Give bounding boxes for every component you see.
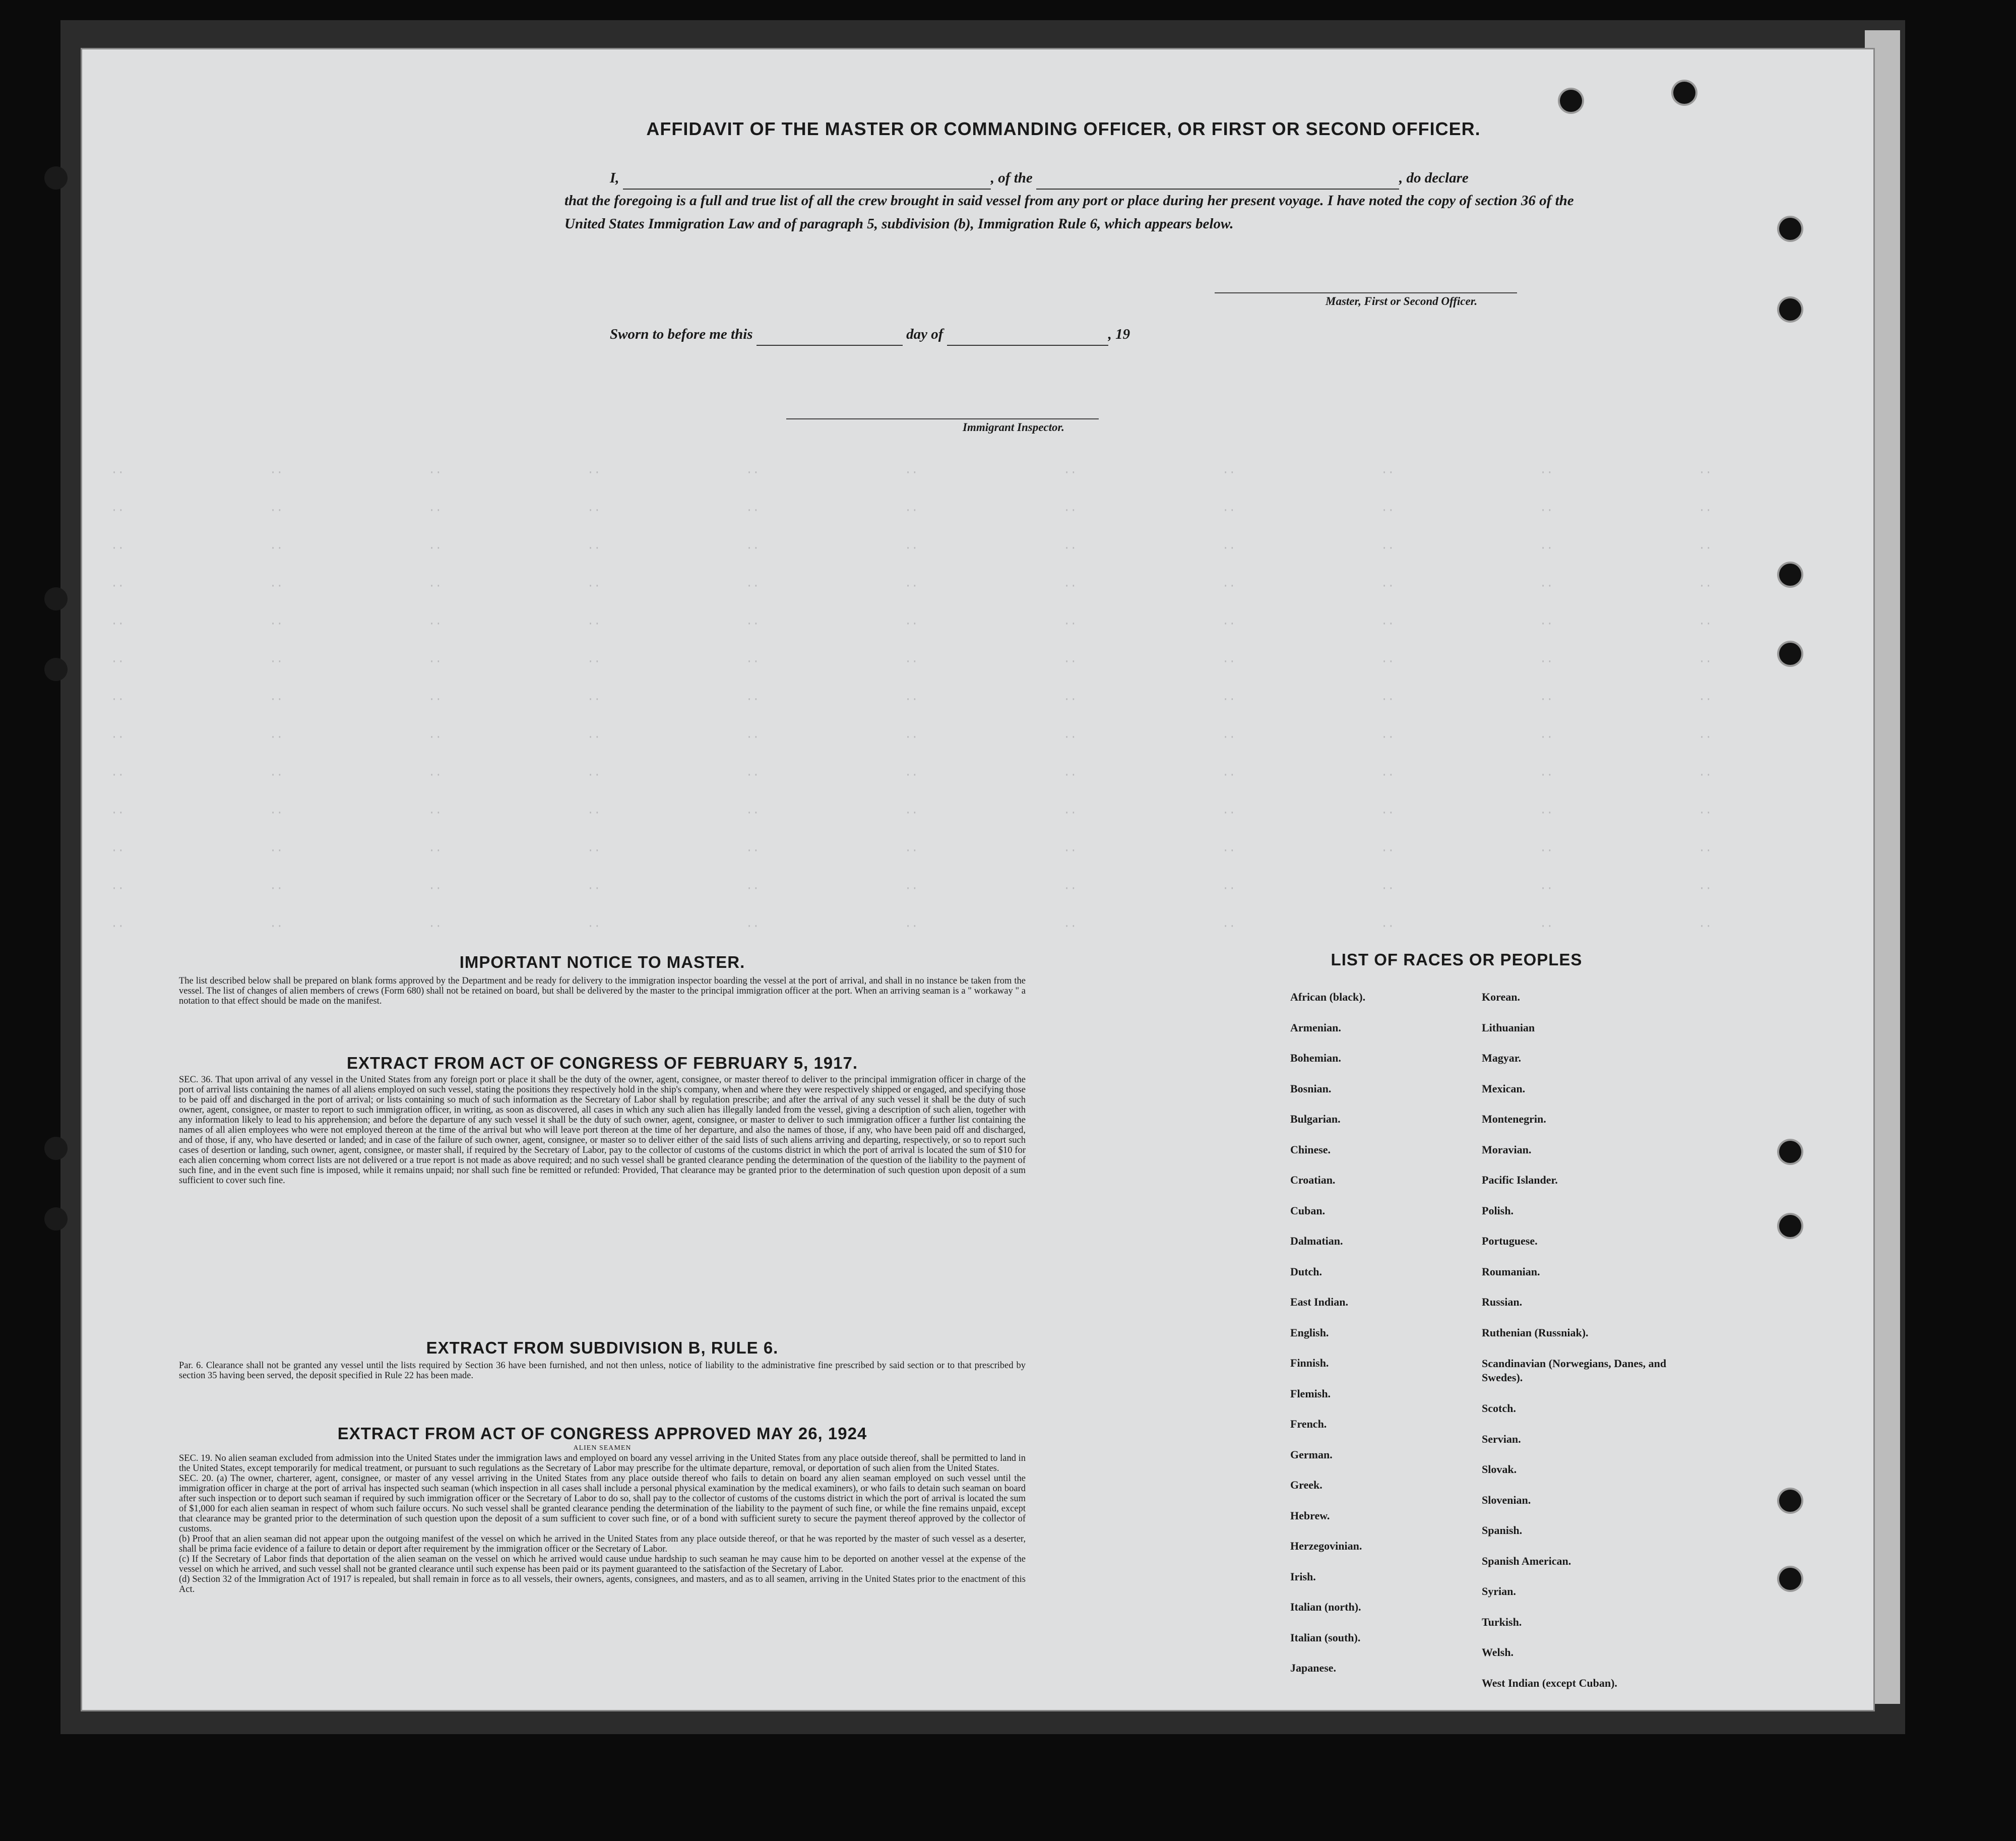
bleed-mark: ·· bbox=[905, 731, 918, 744]
race-item: Slovak. bbox=[1482, 1463, 1517, 1476]
race-item: Ruthenian (Russniak). bbox=[1482, 1326, 1589, 1339]
punch-hole bbox=[1779, 1215, 1801, 1237]
bleed-mark: ·· bbox=[270, 466, 283, 479]
bleed-mark: ·· bbox=[905, 920, 918, 933]
bleed-mark: ·· bbox=[1381, 882, 1395, 895]
bleed-mark: ·· bbox=[1222, 920, 1236, 933]
bleed-mark: ·· bbox=[1381, 844, 1395, 857]
bleed-mark: ·· bbox=[111, 542, 124, 555]
extract-1924 bbox=[179, 1424, 1026, 1594]
bleed-mark: ·· bbox=[428, 466, 442, 479]
bleed-mark: ·· bbox=[905, 807, 918, 819]
bleed-mark: ·· bbox=[1381, 618, 1395, 630]
race-item: African (black). bbox=[1290, 991, 1366, 1003]
race-item: Spanish American. bbox=[1482, 1554, 1571, 1567]
race-item: Polish. bbox=[1482, 1204, 1514, 1217]
punch-hole bbox=[1779, 1568, 1801, 1590]
races-title: LIST OF RACES OR PEOPLES bbox=[1331, 950, 1583, 969]
bleed-mark: ·· bbox=[1698, 807, 1712, 819]
bleed-mark: ·· bbox=[428, 769, 442, 781]
bleed-mark: ·· bbox=[270, 618, 283, 630]
bleed-mark: ·· bbox=[905, 882, 918, 895]
bleed-mark: ·· bbox=[111, 731, 124, 744]
bleed-mark: ·· bbox=[1063, 844, 1077, 857]
bleed-mark: ·· bbox=[587, 466, 601, 479]
race-item: Dalmatian. bbox=[1290, 1235, 1343, 1247]
bleed-mark: ·· bbox=[1222, 807, 1236, 819]
bleed-mark: ·· bbox=[111, 580, 124, 592]
bleed-mark: ·· bbox=[905, 504, 918, 517]
bleed-mark: ·· bbox=[746, 504, 760, 517]
subdivision-b bbox=[179, 1338, 1026, 1381]
bleed-mark: ·· bbox=[428, 693, 442, 706]
sworn-line bbox=[610, 323, 1130, 346]
bleed-mark: ·· bbox=[1381, 466, 1395, 479]
bleed-mark: ·· bbox=[1381, 655, 1395, 668]
bleed-mark: ·· bbox=[1222, 504, 1236, 517]
bleed-mark: ·· bbox=[270, 769, 283, 781]
race-item: French. bbox=[1290, 1418, 1327, 1430]
notice-title: IMPORTANT NOTICE TO MASTER. bbox=[459, 953, 745, 971]
subdivision-text: Par. 6. Clearance shall not be granted any vessel until the lists required by Section 36 have been furnished, and not then unless, notice of liability to the administrative fine prescribed by said section or to that prescribed by section 35 having been served, the deposit specified in Rule 22 has been made. bbox=[179, 1361, 1026, 1381]
bleed-mark: ·· bbox=[1540, 504, 1553, 517]
race-item: Bohemian. bbox=[1290, 1052, 1341, 1064]
race-item: German. bbox=[1290, 1448, 1333, 1461]
punch-hole bbox=[1779, 643, 1801, 665]
bleed-mark: ·· bbox=[1063, 618, 1077, 630]
bleed-mark: ·· bbox=[746, 542, 760, 555]
bleed-mark: ·· bbox=[587, 882, 601, 895]
race-item: Italian (south). bbox=[1290, 1631, 1361, 1644]
bleed-mark: ·· bbox=[1540, 466, 1553, 479]
punch-hole bbox=[44, 1207, 68, 1231]
punch-hole bbox=[1779, 298, 1801, 321]
inspector-signature-line[interactable] bbox=[786, 418, 1099, 419]
notice-text: The list described below shall be prepared on blank forms approved by the Department and be ready for delivery to the immigration inspector boarding the vessel at the port of arrival, and shall in no instance be taken from the vessel. The list of changes of alien members of crews (Form 680) shall not be retained on board, but shall be delivered by the master to the principal immigration officer at the port. When an arriving seaman is a " workaway " a notation to that effect should be made on the manifest. bbox=[179, 976, 1026, 1006]
race-item: Cuban. bbox=[1290, 1204, 1326, 1217]
bleed-mark: ·· bbox=[1222, 655, 1236, 668]
bleed-mark: ·· bbox=[1698, 504, 1712, 517]
bleed-mark: ·· bbox=[428, 731, 442, 744]
bleed-mark: ·· bbox=[428, 882, 442, 895]
bleed-mark: ·· bbox=[1063, 504, 1077, 517]
bleed-mark: ·· bbox=[1222, 618, 1236, 630]
bleed-mark: ·· bbox=[428, 542, 442, 555]
bleed-mark: ·· bbox=[428, 920, 442, 933]
bleed-mark: ·· bbox=[1222, 844, 1236, 857]
bleed-mark: ·· bbox=[1381, 920, 1395, 933]
bleed-mark: ·· bbox=[1540, 844, 1553, 857]
inspector-label: Immigrant Inspector. bbox=[963, 421, 1064, 434]
punch-hole bbox=[1779, 218, 1801, 240]
bleed-mark: ·· bbox=[587, 580, 601, 592]
bleed-mark: ·· bbox=[587, 920, 601, 933]
punch-hole bbox=[44, 658, 68, 681]
bleed-mark: ·· bbox=[1063, 807, 1077, 819]
bleed-mark: ·· bbox=[587, 844, 601, 857]
of-the-label: , of the bbox=[990, 170, 1033, 186]
race-item: Scandinavian (Norwegians, Danes, and Swedes). bbox=[1482, 1357, 1667, 1384]
bleed-mark: ·· bbox=[111, 807, 124, 819]
bleed-mark: ·· bbox=[428, 618, 442, 630]
extract-1917 bbox=[179, 1054, 1026, 1186]
race-item: Dutch. bbox=[1290, 1265, 1322, 1278]
bleed-mark: ·· bbox=[1698, 882, 1712, 895]
bleed-mark: ·· bbox=[111, 504, 124, 517]
bleed-mark: ·· bbox=[1540, 580, 1553, 592]
bleed-mark: ·· bbox=[587, 618, 601, 630]
extract-1917-title: EXTRACT FROM ACT OF CONGRESS OF FEBRUARY 5, 1917. bbox=[346, 1054, 858, 1072]
signature-line[interactable] bbox=[1215, 292, 1517, 293]
races-list bbox=[1205, 950, 1709, 1689]
bleed-mark: ·· bbox=[1063, 655, 1077, 668]
bleed-mark: ·· bbox=[1698, 769, 1712, 781]
race-item: Magyar. bbox=[1482, 1052, 1522, 1064]
race-item: Korean. bbox=[1482, 991, 1520, 1003]
bleed-mark: ·· bbox=[1381, 693, 1395, 706]
bleed-mark: ·· bbox=[270, 504, 283, 517]
bleed-mark: ·· bbox=[1540, 693, 1553, 706]
race-item: Roumanian. bbox=[1482, 1265, 1540, 1278]
bleed-mark: ·· bbox=[1698, 655, 1712, 668]
bleed-mark: ·· bbox=[111, 466, 124, 479]
sec20a-text: SEC. 20. (a) The owner, charterer, agent, consignee, or master of any vessel arriving in the United States from any place outside thereof who fails to detain on board any alien seaman employed on such vessel until the immigration officer in charge at the port of arrival has inspected such seaman (which inspection in all cases shall include a personal physical examination by the medical examiners), or who fails to detain such seaman on board after such inspection or to deport such seaman if required by such immigration officer or the Secretary of Labor to do so, shall pay to the collector of customs of the customs district in which the port of arrival is located the sum of $1,000 for each alien seaman in respect of whom such failure occurs. No such vessel shall be granted clearance pending the determination of the liability to the payment of such fine, or while the fine remains unpaid, except that clearance may be granted prior to the determination of such question upon the deposit of a sum sufficient to cover such fine, or of a bond with sufficient surety to secure the payment thereof approved by the collector of customs. bbox=[179, 1474, 1026, 1534]
race-item: Welsh. bbox=[1482, 1646, 1514, 1659]
sworn-year: , 19 bbox=[1108, 326, 1130, 342]
race-item: Mexican. bbox=[1482, 1082, 1526, 1095]
bleed-mark: ·· bbox=[1698, 618, 1712, 630]
race-item: Irish. bbox=[1290, 1570, 1316, 1583]
bleed-mark: ·· bbox=[270, 807, 283, 819]
bleed-mark: ·· bbox=[746, 731, 760, 744]
bleed-mark: ·· bbox=[1540, 731, 1553, 744]
bleed-mark: ·· bbox=[1222, 693, 1236, 706]
affidavit-declaration-line bbox=[610, 166, 1593, 190]
bleed-mark: ·· bbox=[1063, 580, 1077, 592]
bleed-mark: ·· bbox=[1222, 580, 1236, 592]
race-item: Greek. bbox=[1290, 1479, 1322, 1491]
bleed-mark: ·· bbox=[905, 542, 918, 555]
bleed-mark: ·· bbox=[428, 580, 442, 592]
race-item: Portuguese. bbox=[1482, 1235, 1538, 1247]
sec20c-text: (c) If the Secretary of Labor finds that deportation of the alien seaman on the vessel on which he arrived would cause undue hardship to such seaman he may cause him to be deported on another vessel at the expense of the vessel on which he arrived, and such vessel shall not be granted clearance until such expense has been paid or its payment guaranteed to the satisfaction of the Secretary of Labor. bbox=[179, 1554, 1026, 1574]
bleed-mark: ·· bbox=[905, 580, 918, 592]
signature-label: Master, First or Second Officer. bbox=[1326, 295, 1478, 308]
punch-hole bbox=[1560, 90, 1582, 112]
race-item: English. bbox=[1290, 1326, 1329, 1339]
bleed-mark: ·· bbox=[1381, 580, 1395, 592]
race-item: Pacific Islander. bbox=[1482, 1174, 1558, 1186]
bleed-mark: ·· bbox=[905, 618, 918, 630]
manifest-page bbox=[81, 48, 1875, 1711]
bleed-mark: ·· bbox=[111, 882, 124, 895]
bleed-mark: ·· bbox=[746, 693, 760, 706]
bleed-mark: ·· bbox=[587, 504, 601, 517]
bleed-mark: ·· bbox=[587, 655, 601, 668]
race-item: Spanish. bbox=[1482, 1524, 1523, 1537]
bleed-mark: ·· bbox=[1698, 580, 1712, 592]
bleed-mark: ·· bbox=[1540, 807, 1553, 819]
punch-hole bbox=[44, 1137, 68, 1160]
bleed-mark: ·· bbox=[1540, 655, 1553, 668]
races-column-1 bbox=[1290, 991, 1365, 1692]
bleed-mark: ·· bbox=[746, 466, 760, 479]
bleed-mark: ·· bbox=[1698, 844, 1712, 857]
alien-seamen-label: ALIEN SEAMEN bbox=[573, 1444, 632, 1452]
bleed-mark: ·· bbox=[1381, 731, 1395, 744]
race-item: Hebrew. bbox=[1290, 1509, 1330, 1522]
bleed-mark: ·· bbox=[905, 844, 918, 857]
bleed-mark: ·· bbox=[270, 542, 283, 555]
bleed-mark: ·· bbox=[1222, 731, 1236, 744]
bleed-mark: ·· bbox=[587, 769, 601, 781]
sec20b-text: (b) Proof that an alien seaman did not appear upon the outgoing manifest of the vessel on which he arrived in the United States from any place outside thereof, or that he was reported by the master of such vessel as a deserter, shall be prima facie evidence of a failure to detain or deport after requirement by the immigration officer or the Secretary of Labor. bbox=[179, 1534, 1026, 1554]
bleed-mark: ·· bbox=[1222, 769, 1236, 781]
bleed-mark: ·· bbox=[587, 731, 601, 744]
bleed-mark: ·· bbox=[1540, 542, 1553, 555]
bleed-mark: ·· bbox=[1063, 693, 1077, 706]
bleed-mark: ·· bbox=[746, 882, 760, 895]
punch-hole bbox=[44, 587, 68, 610]
bleed-mark: ·· bbox=[270, 920, 283, 933]
sworn-month-blank[interactable] bbox=[947, 331, 1108, 346]
bleed-mark: ·· bbox=[905, 769, 918, 781]
race-item: Armenian. bbox=[1290, 1021, 1341, 1034]
sworn-day-blank[interactable] bbox=[757, 331, 903, 346]
bleed-mark: ·· bbox=[1063, 466, 1077, 479]
race-item: Lithuanian bbox=[1482, 1021, 1535, 1034]
bleed-mark: ·· bbox=[270, 731, 283, 744]
bleed-mark: ·· bbox=[1381, 807, 1395, 819]
race-item: Bosnian. bbox=[1290, 1082, 1332, 1095]
bleed-mark: ·· bbox=[270, 655, 283, 668]
bleed-mark: ·· bbox=[270, 882, 283, 895]
punch-hole bbox=[1779, 1141, 1801, 1163]
races-column-2 bbox=[1482, 991, 1709, 1707]
bleed-mark: ·· bbox=[1698, 920, 1712, 933]
bleed-mark: ·· bbox=[587, 542, 601, 555]
bleed-mark: ·· bbox=[1063, 731, 1077, 744]
race-item: Servian. bbox=[1482, 1432, 1521, 1445]
race-item: Montenegrin. bbox=[1482, 1113, 1546, 1125]
bleed-mark: ·· bbox=[111, 693, 124, 706]
affidavit-i-label: I, bbox=[610, 170, 619, 186]
bleed-mark: ·· bbox=[111, 769, 124, 781]
race-item: Scotch. bbox=[1482, 1402, 1516, 1415]
bleed-mark: ·· bbox=[746, 618, 760, 630]
punch-hole bbox=[1673, 82, 1695, 104]
bleed-mark: ·· bbox=[1063, 920, 1077, 933]
bleed-mark: ·· bbox=[428, 504, 442, 517]
bleed-mark: ·· bbox=[428, 807, 442, 819]
bleed-mark: ·· bbox=[746, 655, 760, 668]
punch-hole bbox=[1779, 1490, 1801, 1512]
bleed-mark: ·· bbox=[1381, 542, 1395, 555]
race-item: Finnish. bbox=[1290, 1357, 1329, 1369]
bleed-mark: ·· bbox=[905, 693, 918, 706]
race-item: Syrian. bbox=[1482, 1585, 1516, 1598]
race-item: Moravian. bbox=[1482, 1143, 1532, 1156]
bleed-mark: ·· bbox=[746, 920, 760, 933]
race-item: Bulgarian. bbox=[1290, 1113, 1341, 1125]
race-item: Italian (north). bbox=[1290, 1601, 1361, 1613]
important-notice bbox=[179, 953, 1026, 1006]
bleed-mark: ·· bbox=[1222, 466, 1236, 479]
bleed-mark: ·· bbox=[111, 618, 124, 630]
bleed-mark: ·· bbox=[1381, 504, 1395, 517]
bleed-mark: ·· bbox=[1698, 693, 1712, 706]
bleed-mark: ·· bbox=[1222, 542, 1236, 555]
bleed-mark: ·· bbox=[905, 466, 918, 479]
race-item: Turkish. bbox=[1482, 1615, 1522, 1628]
bleed-mark: ·· bbox=[111, 655, 124, 668]
race-item: Croatian. bbox=[1290, 1174, 1336, 1186]
bleed-mark: ·· bbox=[587, 693, 601, 706]
bleed-mark: ·· bbox=[746, 580, 760, 592]
do-declare-label: , do declare bbox=[1399, 170, 1469, 186]
bleed-mark: ·· bbox=[270, 844, 283, 857]
extract-1917-text: SEC. 36. That upon arrival of any vessel in the United States from any foreign port or place it shall be the duty of the owner, agent, consignee, or master thereof to deliver to the principal immigration officer in charge of the port of arrival lists containing the names of all aliens employed on such vessel, stating the positions they respectively hold in the ship's company, when and where they were respectively shipped or engaged, and specifying those to be paid off and discharged in the port of arrival; or lists containing so much of such information as the Secretary of Labor shall by regulation prescribe; and after the arrival of any such vessel it shall be the duty of such owner, agent, consignee, or master to report to such immigration officer, in writing, as soon as discovered, all cases in which any such alien has illegally landed from the vessel, giving a description of such alien, together with any information likely to lead to his apprehension; and before the departure of any such vessel it shall be the duty of such owner, agent, consignee, or master to deliver to such immigration officer a further list containing the names of all alien employees who were not employed thereon at the time of the arrival but who will leave port thereon at the time of her departure, and also the names of those, if any, who have been paid off and discharged, and of those, if any, who have deserted or landed; and in case of the failure of such owner, agent, consignee, or master so to deliver either of the said lists of such aliens arriving and departing, respectively, or so to report such cases of desertion or landing, such owner, agent, consignee, or master shall, if required by the Secretary of Labor, pay to the collector of customs of the customs district in which the port of arrival is located the sum of $10 for each alien concerning whom correct lists are not delivered or a true report is not made as above required; and no such vessel shall be granted clearance pending the determination of the question of the liability to the payment of such fine, and in the event such fine is imposed, while it remains unpaid; nor shall such fine be remitted or refunded: Provided, That clearance may be granted prior to the determination of such question upon deposit of a sum sufficient to cover such fine. bbox=[179, 1075, 1026, 1186]
affidavit-section bbox=[514, 118, 1593, 434]
punch-hole bbox=[44, 166, 68, 190]
extract-1924-title: EXTRACT FROM ACT OF CONGRESS APPROVED MAY 26, 1924 bbox=[337, 1424, 867, 1443]
race-item: West Indian (except Cuban). bbox=[1482, 1676, 1617, 1689]
race-item: Japanese. bbox=[1290, 1662, 1337, 1674]
bleed-mark: ·· bbox=[1063, 882, 1077, 895]
bleed-mark: ·· bbox=[746, 769, 760, 781]
bleed-mark: ·· bbox=[270, 580, 283, 592]
bleed-mark: ·· bbox=[270, 693, 283, 706]
race-item: East Indian. bbox=[1290, 1296, 1348, 1308]
bleed-mark: ·· bbox=[1540, 618, 1553, 630]
bleed-mark: ·· bbox=[587, 807, 601, 819]
race-item: Slovenian. bbox=[1482, 1493, 1531, 1506]
bleed-mark: ·· bbox=[1698, 542, 1712, 555]
bleed-mark: ·· bbox=[905, 655, 918, 668]
bleed-mark: ·· bbox=[1063, 542, 1077, 555]
affidavit-paragraph: that the foregoing is a full and true list of all the crew brought in said vessel from any port or place during her present voyage. I have noted the copy of section 36 of the United States Immigration Law and of paragraph 5, subdivision (b), Immigration Rule 6, which appears below. bbox=[564, 193, 1574, 232]
bleed-mark: ·· bbox=[1381, 769, 1395, 781]
affidavit-title: AFFIDAVIT OF THE MASTER OR COMMANDING OFFICER, OR FIRST OR SECOND OFFICER. bbox=[646, 118, 1481, 139]
race-item: Chinese. bbox=[1290, 1143, 1331, 1156]
bleed-mark: ·· bbox=[111, 920, 124, 933]
bleed-mark: ·· bbox=[1540, 882, 1553, 895]
race-item: Russian. bbox=[1482, 1296, 1523, 1308]
race-item: Flemish. bbox=[1290, 1387, 1331, 1400]
sworn-day-of: day of bbox=[906, 326, 943, 342]
subdivision-title: EXTRACT FROM SUBDIVISION B, RULE 6. bbox=[426, 1338, 779, 1357]
vessel-name-blank[interactable] bbox=[1036, 174, 1399, 190]
bleed-mark: ·· bbox=[1540, 769, 1553, 781]
sworn-prefix: Sworn to before me this bbox=[610, 326, 753, 342]
bleed-mark: ·· bbox=[428, 844, 442, 857]
bleed-mark: ·· bbox=[746, 807, 760, 819]
race-item: Herzegovinian. bbox=[1290, 1540, 1362, 1552]
bleed-mark: ·· bbox=[428, 655, 442, 668]
bleed-mark: ·· bbox=[1698, 731, 1712, 744]
bleed-mark: ·· bbox=[1222, 882, 1236, 895]
bleed-mark: ·· bbox=[1063, 769, 1077, 781]
bleed-mark: ·· bbox=[1698, 466, 1712, 479]
punch-hole bbox=[1779, 564, 1801, 586]
sec20d-text: (d) Section 32 of the Immigration Act of 1917 is repealed, but shall remain in force as to all vessels, their owners, agents, consignees, and masters, and as to all seamen, arriving in the United States prior to the enactment of this Act. bbox=[179, 1574, 1026, 1594]
bleed-mark: ·· bbox=[1540, 920, 1553, 933]
bleed-mark: ·· bbox=[111, 844, 124, 857]
sec19-text: SEC. 19. No alien seaman excluded from admission into the United States under the immigration laws and employed on board any vessel arriving in the United States from any place outside thereof, shall be permitted to land in the United States, except temporarily for medical treatment, or pursuant to such regulations as the Secretary of Labor may prescribe for the ultimate departure, removal, or deportation of such alien from the United States. bbox=[179, 1453, 1026, 1474]
bleed-mark: ·· bbox=[746, 844, 760, 857]
officer-name-blank[interactable] bbox=[623, 174, 991, 190]
